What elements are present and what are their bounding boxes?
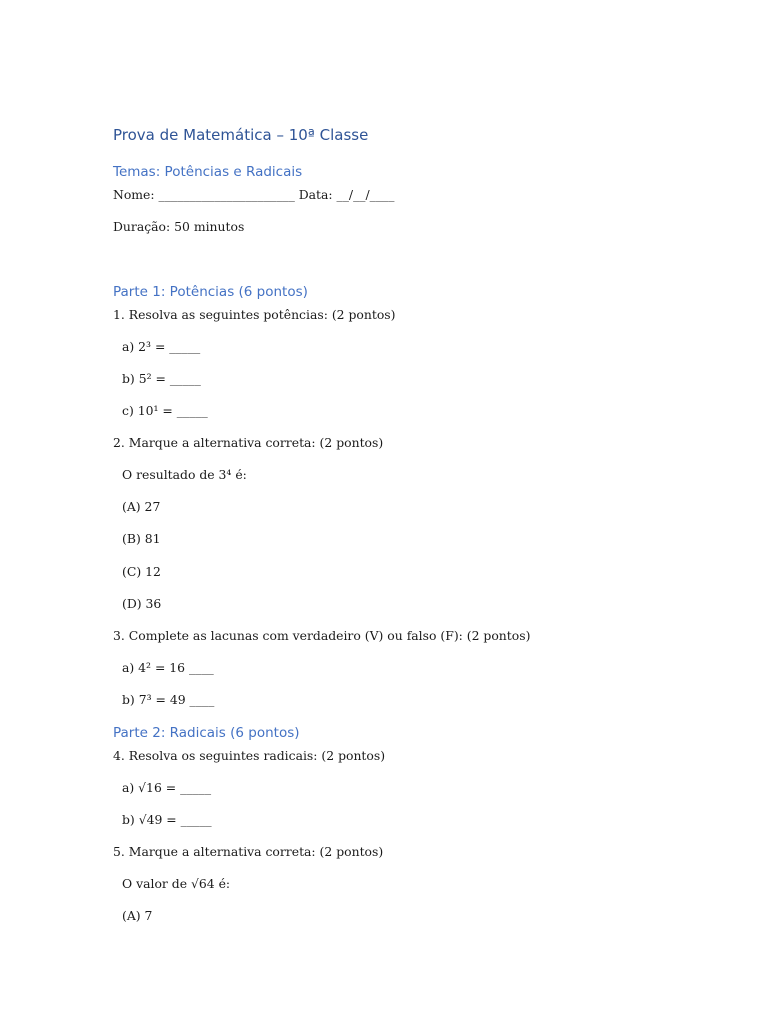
question-4-item-b: b) √49 = _____ — [122, 812, 212, 827]
question-1: 1. Resolva as seguintes potências: (2 pontos) — [113, 307, 396, 322]
question-4: 4. Resolva os seguintes radicais: (2 pontos) — [113, 748, 386, 763]
question-5-option-a: (A) 7 — [122, 908, 153, 923]
question-1-item-a: a) 2³ = _____ — [122, 339, 201, 354]
question-5-stem: O valor de √64 é: — [122, 876, 231, 891]
question-5: 5. Marque a alternativa correta: (2 pontos) — [113, 844, 384, 859]
name-date-line: Nome: ______________________ Data: __/__/____ — [113, 187, 395, 202]
part1-heading: Parte 1: Potências (6 pontos) — [113, 284, 308, 300]
document-subtitle: Temas: Potências e Radicais — [113, 164, 303, 180]
question-2-option-c: (C) 12 — [122, 564, 161, 579]
question-3: 3. Complete as lacunas com verdadeiro (V) ou falso (F): (2 pontos) — [113, 628, 531, 643]
duration-text: Duração: 50 minutos — [113, 219, 245, 234]
question-1-item-b: b) 5² = _____ — [122, 371, 201, 386]
question-3-item-a: a) 4² = 16 ____ — [122, 660, 214, 675]
question-3-item-b: b) 7³ = 49 ____ — [122, 692, 215, 707]
question-2: 2. Marque a alternativa correta: (2 pontos) — [113, 435, 384, 450]
question-2-stem: O resultado de 3⁴ é: — [122, 467, 247, 482]
question-2-option-d: (D) 36 — [122, 596, 162, 611]
question-2-option-b: (B) 81 — [122, 531, 161, 546]
document-title: Prova de Matemática – 10ª Classe — [113, 126, 369, 144]
question-2-option-a: (A) 27 — [122, 499, 161, 514]
question-4-item-a: a) √16 = _____ — [122, 780, 212, 795]
question-1-item-c: c) 10¹ = _____ — [122, 403, 208, 418]
part2-heading: Parte 2: Radicais (6 pontos) — [113, 725, 300, 741]
